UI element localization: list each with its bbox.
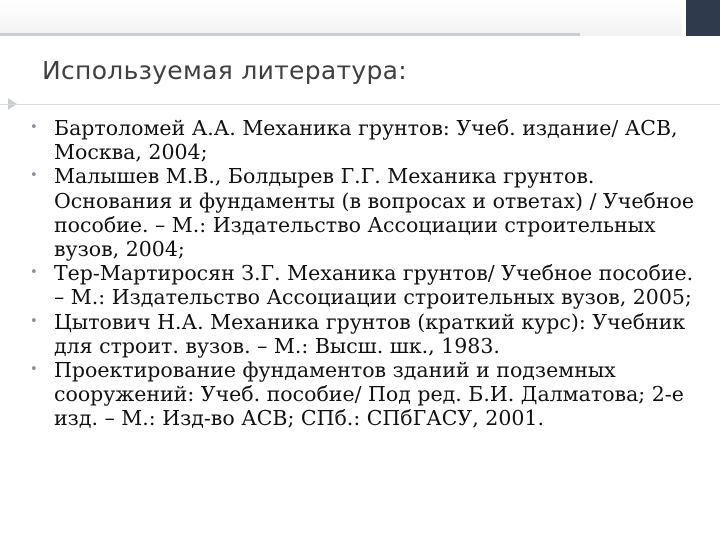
reference-item xyxy=(24,358,704,431)
reference-text: Бартоломей А.А. Механика грунтов: Учеб. издание/ АСВ, Москва, 2004; xyxy=(54,116,678,165)
reference-item xyxy=(24,261,704,309)
reference-item xyxy=(24,116,704,164)
reference-item xyxy=(24,310,704,358)
top-bar-separator xyxy=(682,0,686,36)
bullet-icon: • xyxy=(30,313,38,329)
reference-text: Тер-Мартиросян З.Г. Механика грунтов/ Учебное пособие. – М.: Издательство Ассоциации строительных вузов, 2005; xyxy=(54,261,694,310)
bullet-icon: • xyxy=(30,168,38,184)
bullet-icon: • xyxy=(30,120,38,135)
top-decorative-bar xyxy=(0,0,720,36)
reference-item xyxy=(24,164,704,261)
top-bar-light-stripe xyxy=(0,33,580,36)
bullet-icon: • xyxy=(30,362,38,378)
bullet-icon: • xyxy=(30,265,38,281)
top-bar-dark-block xyxy=(684,0,720,36)
title-divider xyxy=(0,104,720,105)
reference-text: Цытович Н.А. Механика грунтов (краткий курс): Учебник для строит. вузов. – М.: Высш. шк., 1983. xyxy=(54,309,686,358)
reference-list xyxy=(24,116,704,431)
reference-text: Малышев М.В., Болдырев Г.Г. Механика грунтов. Основания и фундаменты (в вопросах и ответах) / Учебное пособие. – М.: Издательство Ассоциации строительных вузов, 2004; xyxy=(54,164,694,262)
reference-text: Проектирование фундаментов зданий и подземных сооружений: Учеб. пособие/ Под ред. Б.И. Далматова; 2-е изд. – М.: Изд-во АСВ; СПб.: СПбГАСУ, 2001. xyxy=(54,358,684,431)
slide-title: Используемая литература: xyxy=(42,56,407,85)
